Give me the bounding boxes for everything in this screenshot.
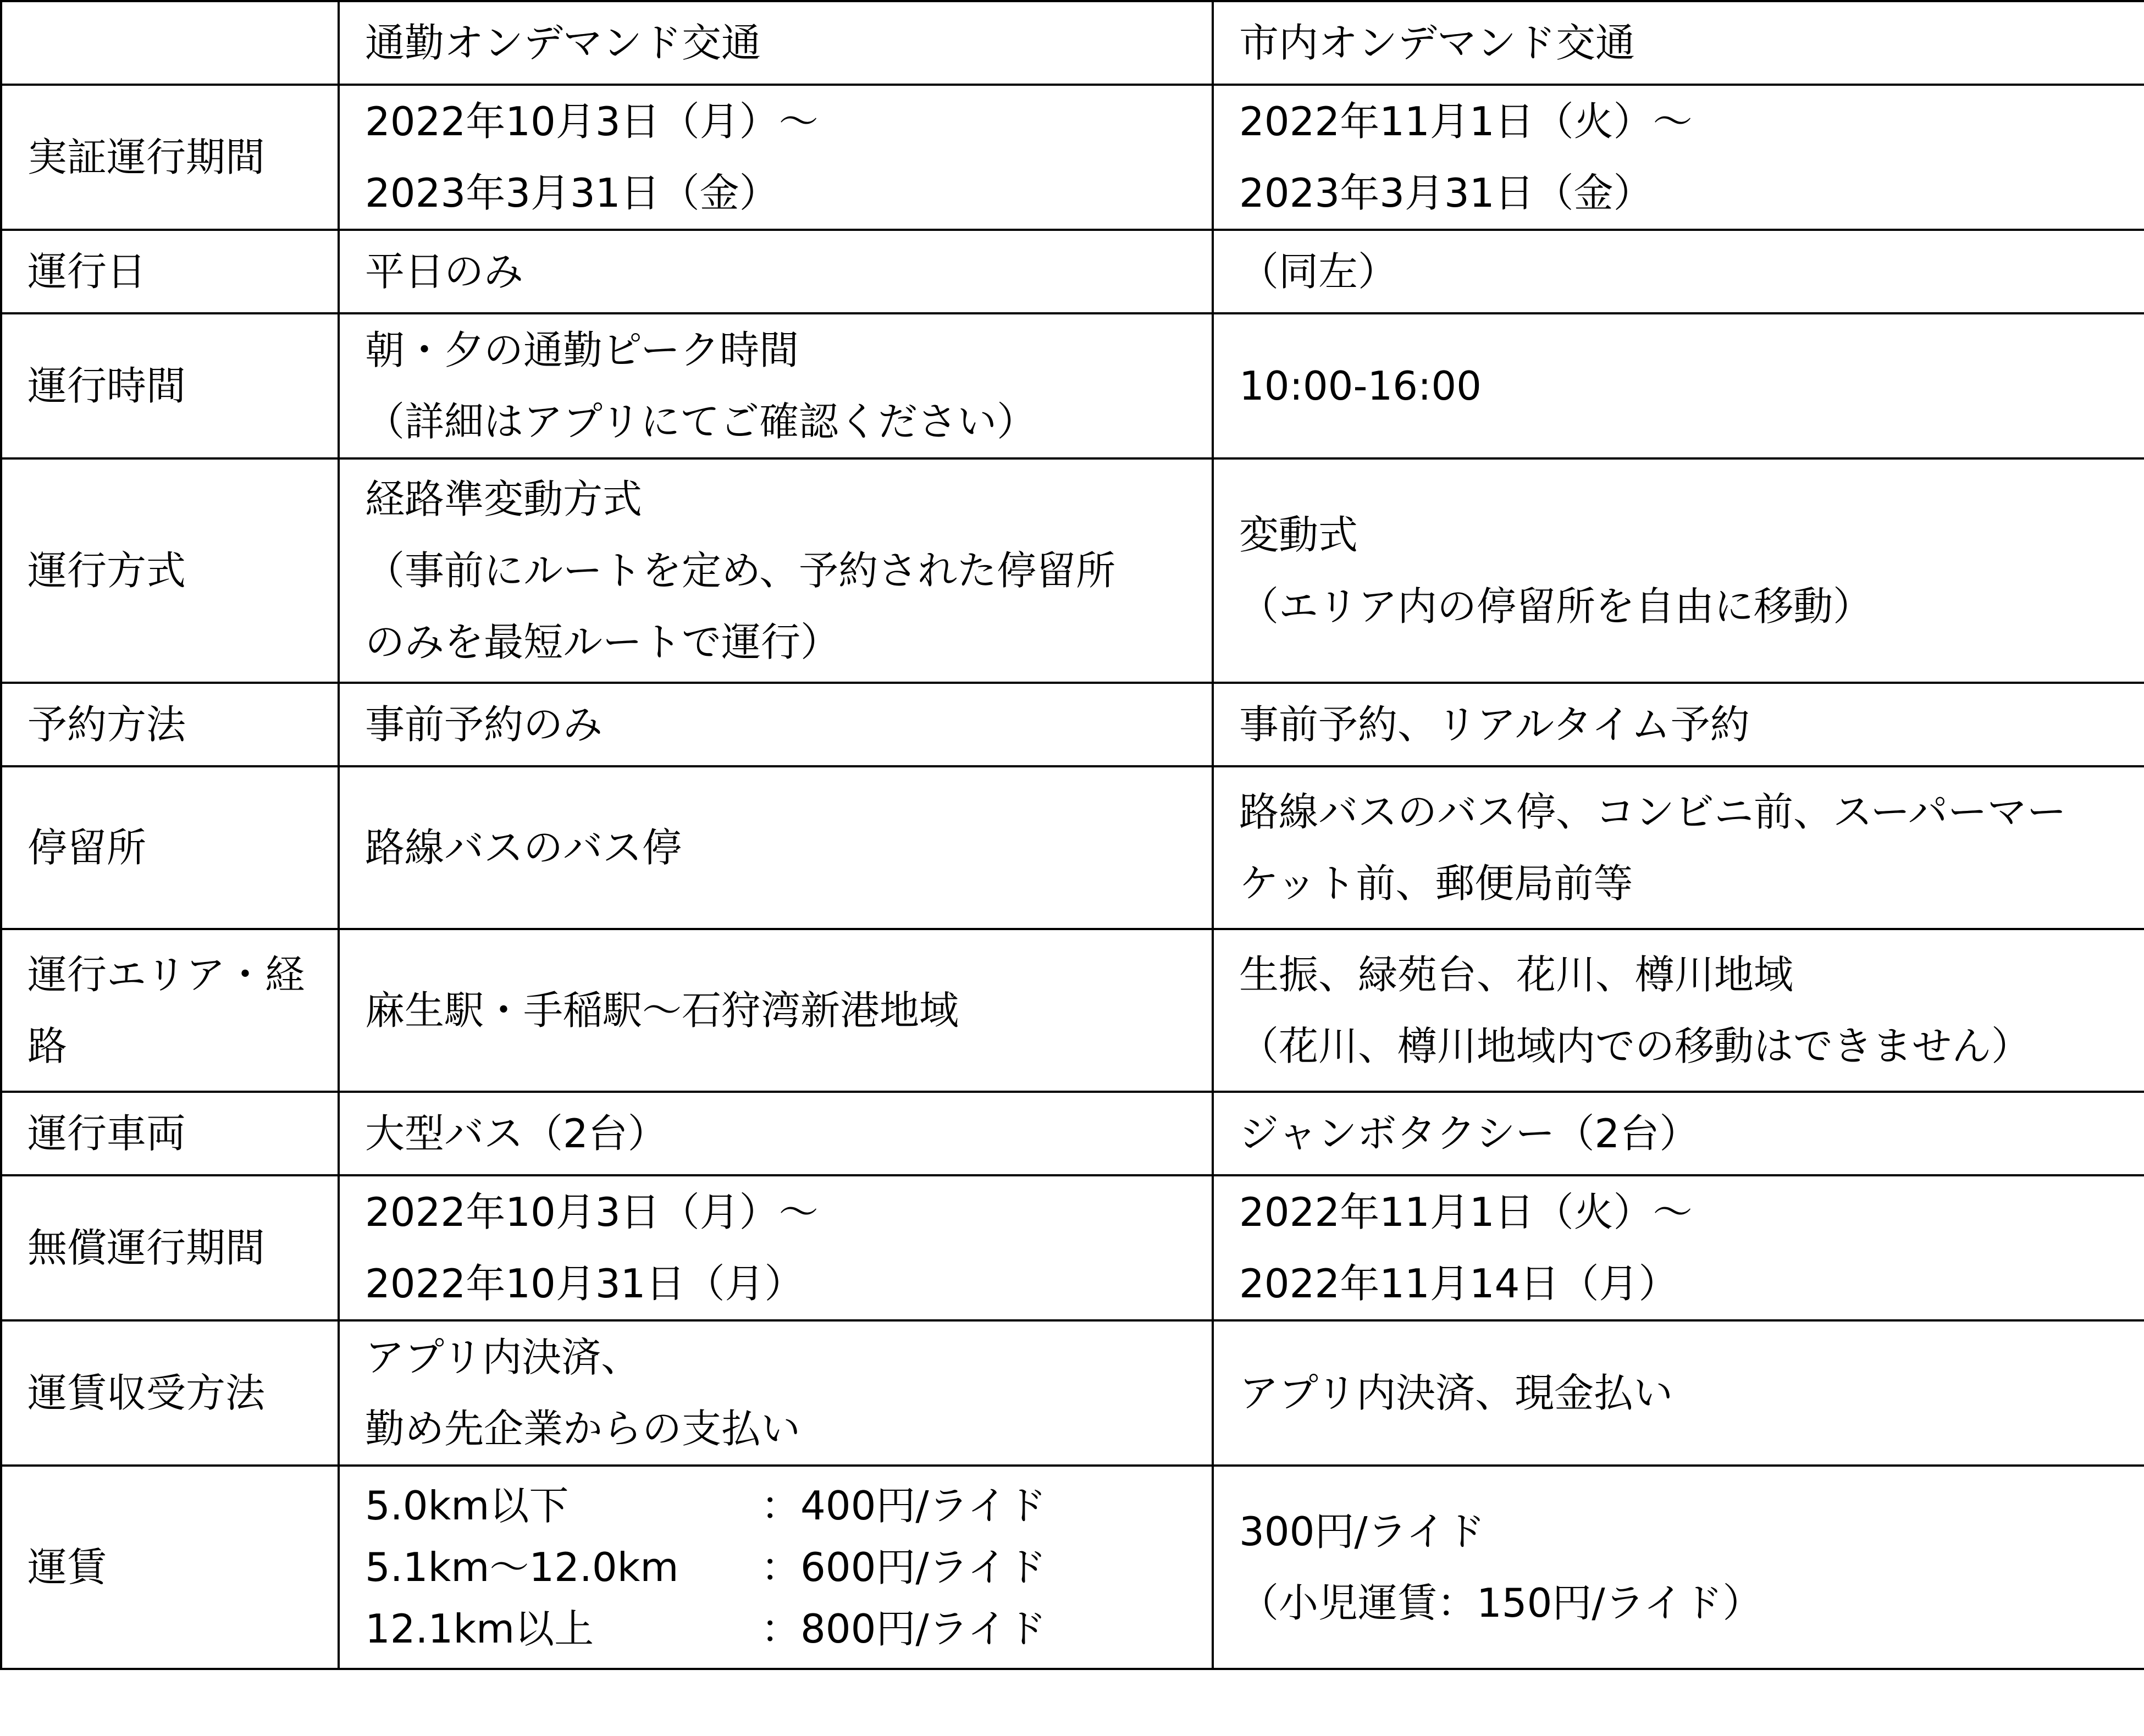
row-label: 運行時間 [1, 313, 339, 458]
commute-cell [339, 313, 1213, 458]
commute-cell: 事前予約のみ [339, 683, 1213, 766]
city-cell: ジャンボタクシー（2台） [1213, 1092, 2144, 1175]
fare-price: ：600円/ライド [761, 1544, 1047, 1590]
cell-line: 2022年10月31日（月） [365, 1260, 804, 1307]
header-corner-cell [1, 1, 339, 85]
row-trial-period [1, 85, 2144, 230]
cell-line: 路 [27, 1023, 68, 1069]
cell-line: 路線バスのバス停、コンビニ前、スーパーマー [1239, 789, 2066, 835]
row-label: 予約方法 [1, 683, 339, 766]
cell-line: アプリ内決済、 [365, 1334, 641, 1380]
commute-cell [339, 1175, 1213, 1320]
row-label: 停留所 [1, 766, 339, 929]
city-cell [1213, 458, 2144, 683]
cell-line: 2022年11月1日（火）～ [1239, 98, 1693, 145]
fare-price: ：400円/ライド [761, 1483, 1047, 1529]
cell-line: 生振、緑苑台、花川、樽川地域 [1239, 952, 1794, 998]
city-cell: 事前予約、リアルタイム予約 [1213, 683, 2144, 766]
fare-tier [365, 1475, 1212, 1536]
commute-cell [339, 1466, 1213, 1669]
cell-line: 変動式 [1239, 512, 1358, 558]
fare-price: ：800円/ライド [761, 1606, 1047, 1652]
row-label: 実証運行期間 [1, 85, 339, 230]
commute-cell [339, 1320, 1213, 1466]
row-operation-method [1, 458, 2144, 683]
cell-line: （小児運賃：150円/ライド） [1239, 1580, 1762, 1626]
row-vehicles [1, 1092, 2144, 1175]
cell-line: 2023年3月31日（金） [1239, 170, 1653, 216]
city-cell: 10:00-16:00 [1213, 313, 2144, 458]
row-label [1, 929, 339, 1092]
commute-cell: 麻生駅・手稲駅～石狩湾新港地域 [339, 929, 1213, 1092]
cell-line: 300円/ライド [1239, 1508, 1485, 1555]
row-fare-payment [1, 1320, 2144, 1466]
row-operating-hours [1, 313, 2144, 458]
header-city: 市内オンデマンド交通 [1213, 1, 2144, 85]
row-operating-days [1, 230, 2144, 313]
cell-line: 2022年10月3日（月）～ [365, 1189, 819, 1235]
row-stops [1, 766, 2144, 929]
commute-cell: 大型バス（2台） [339, 1092, 1213, 1175]
row-label: 運行日 [1, 230, 339, 313]
city-cell [1213, 1175, 2144, 1320]
cell-line: （エリア内の停留所を自由に移動） [1239, 583, 1873, 629]
city-cell: アプリ内決済、現金払い [1213, 1320, 2144, 1466]
cell-line: 2022年10月3日（月）～ [365, 98, 819, 145]
commute-cell [339, 458, 1213, 683]
cell-line: 運行エリア・経 [27, 952, 305, 998]
fare-tier [365, 1536, 1212, 1598]
fare-distance: 5.1km～12.0km [365, 1544, 679, 1590]
cell-line: 勤め先企業からの支払い [365, 1406, 801, 1452]
row-free-period [1, 1175, 2144, 1320]
city-cell: （同左） [1213, 230, 2144, 313]
commute-cell [339, 85, 1213, 230]
row-reservation [1, 683, 2144, 766]
row-label: 運行車両 [1, 1092, 339, 1175]
city-cell [1213, 85, 2144, 230]
fare-distance: 5.0km以下 [365, 1483, 569, 1529]
fare-distance: 12.1km以上 [365, 1606, 594, 1652]
cell-line: 経路準変動方式 [365, 476, 643, 522]
row-label: 運賃 [1, 1466, 339, 1669]
commute-cell: 路線バスのバス停 [339, 766, 1213, 929]
cell-line: （花川、樽川地域内での移動はできません） [1239, 1023, 2031, 1069]
cell-line: （詳細はアプリにてご確認ください） [365, 399, 1037, 445]
row-area-route [1, 929, 2144, 1092]
city-cell [1213, 1466, 2144, 1669]
city-cell [1213, 929, 2144, 1092]
commute-cell: 平日のみ [339, 230, 1213, 313]
fare-tier [365, 1598, 1212, 1660]
fare-table [365, 1475, 1212, 1660]
cell-line: 2023年3月31日（金） [365, 170, 779, 216]
header-row [1, 1, 2144, 85]
cell-line: 2022年11月14日（月） [1239, 1260, 1678, 1307]
row-label: 運賃収受方法 [1, 1320, 339, 1466]
cell-line: のみを最短ルートで運行） [365, 619, 841, 665]
city-cell [1213, 766, 2144, 929]
row-fare [1, 1466, 2144, 1669]
cell-line: 2022年11月1日（火）～ [1239, 1189, 1693, 1235]
cell-line: （事前にルートを定め、予約された停留所 [365, 548, 1116, 594]
cell-line: ケット前、郵便局前等 [1239, 860, 1633, 906]
row-label: 無償運行期間 [1, 1175, 339, 1320]
row-label: 運行方式 [1, 458, 339, 683]
header-commute: 通勤オンデマンド交通 [339, 1, 1213, 85]
cell-line: 朝・夕の通勤ピーク時間 [365, 327, 799, 373]
